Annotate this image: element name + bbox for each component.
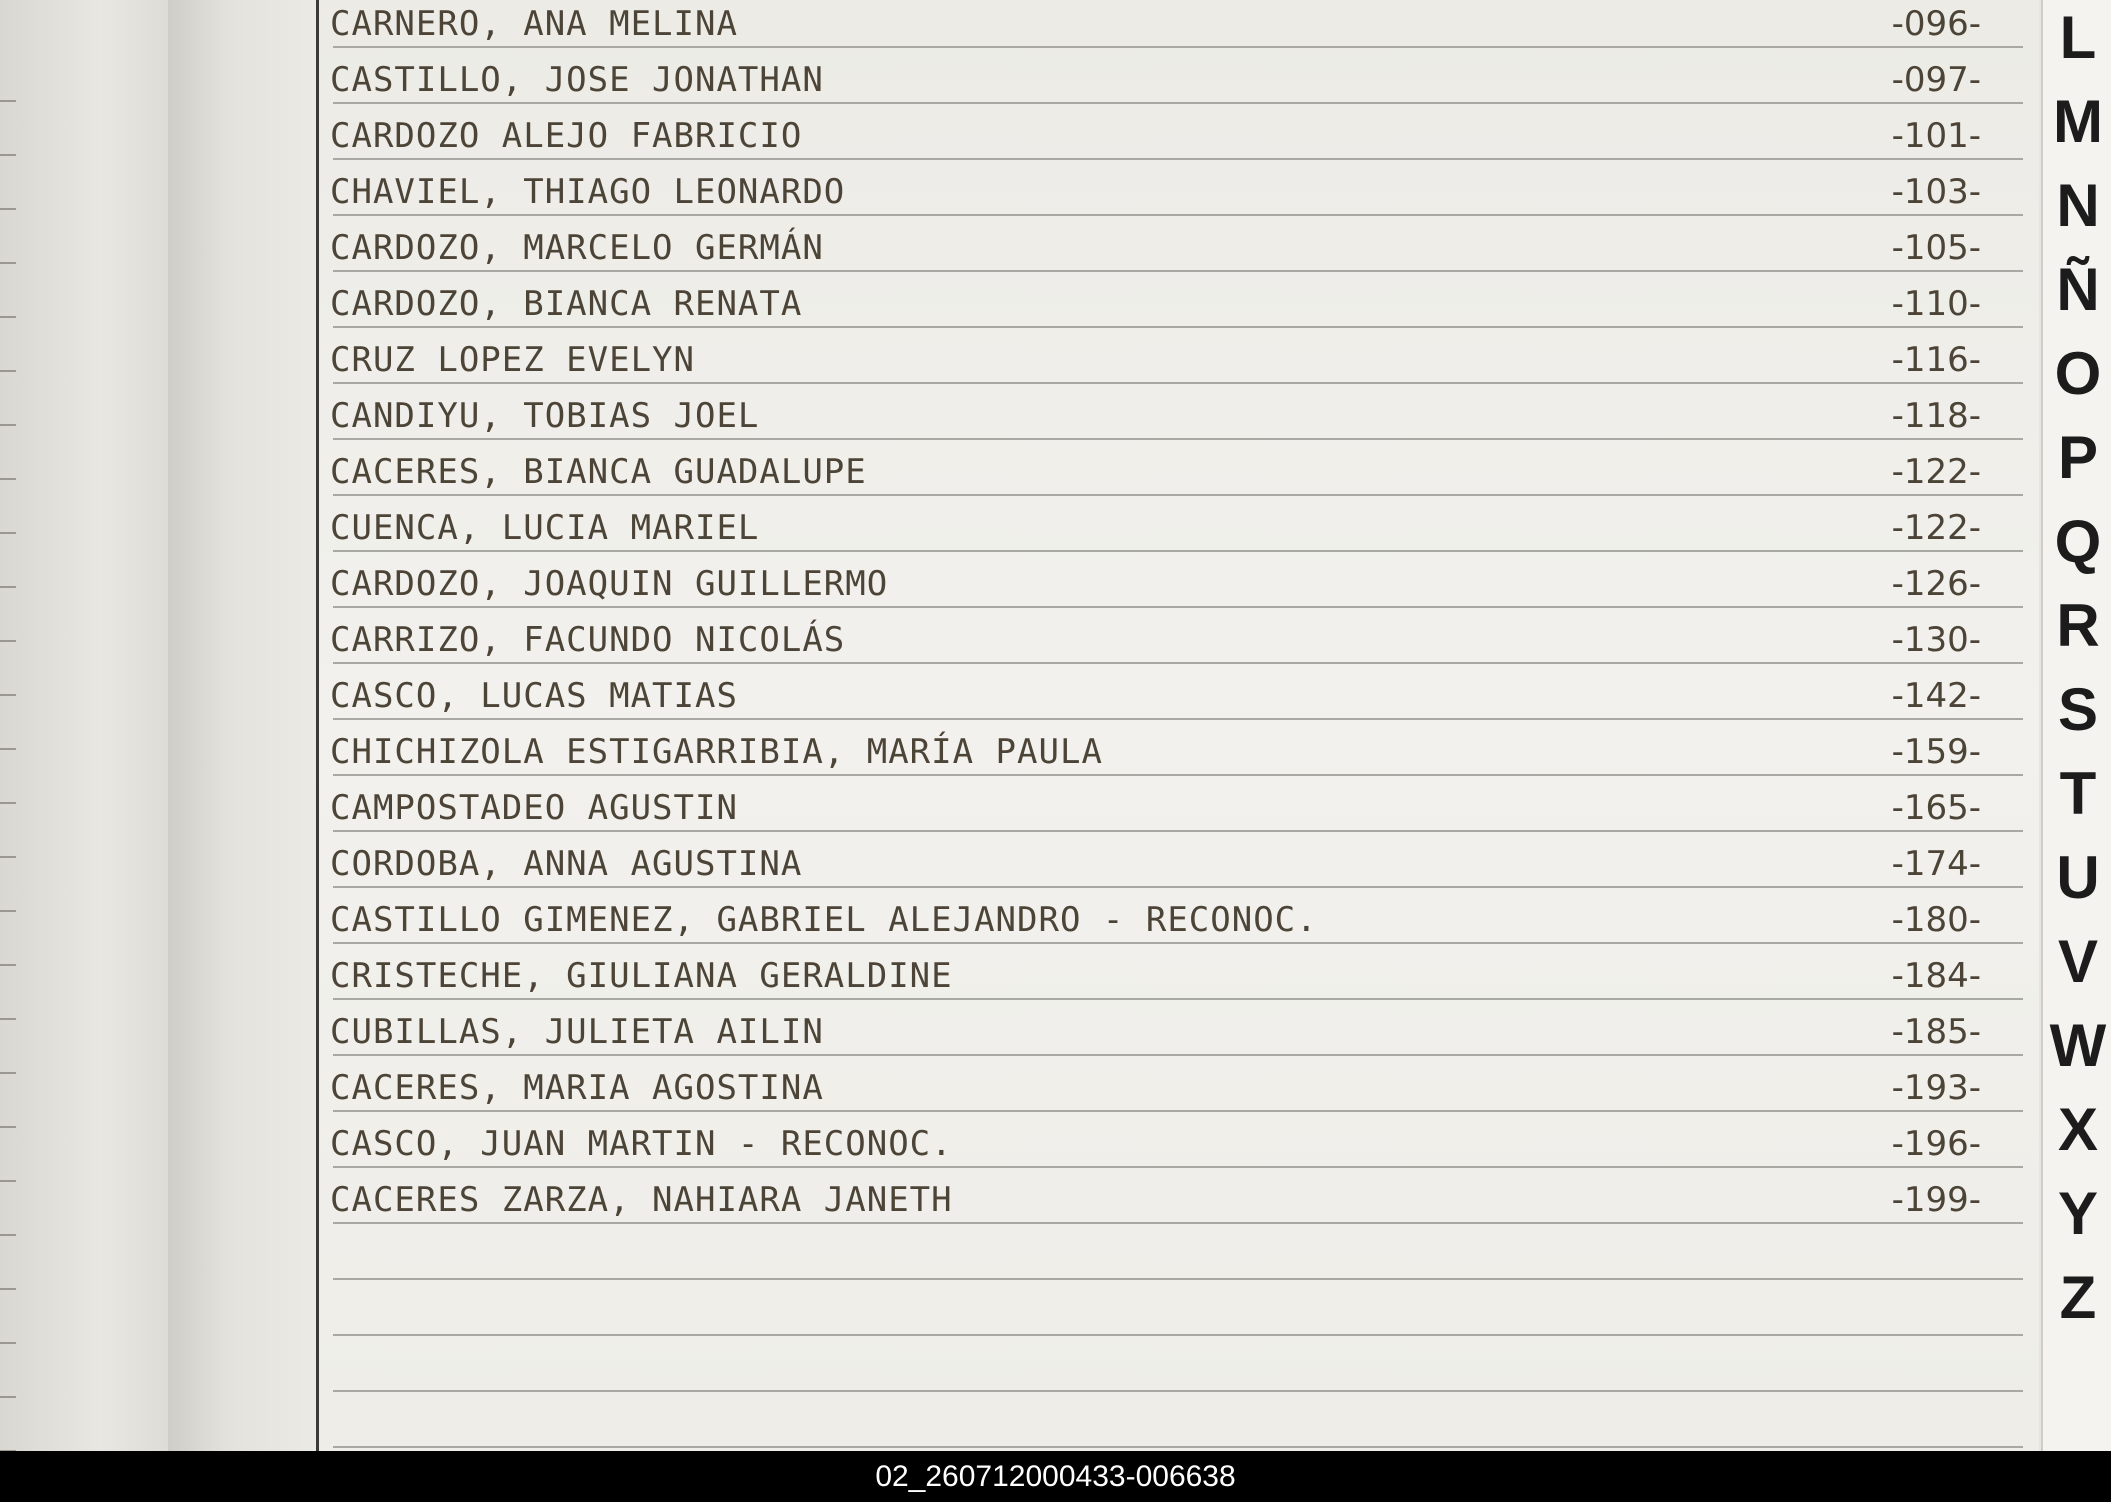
entry-number: -130- <box>1891 620 1981 660</box>
book-gutter <box>168 0 318 1451</box>
entry-number: -103- <box>1891 172 1981 212</box>
entry-number: -096- <box>1891 4 1981 44</box>
entry-name: CASTILLO GIMENEZ, GABRIEL ALEJANDRO - RECONOC. <box>330 900 1318 940</box>
entry-number: -118- <box>1891 396 1981 436</box>
entry-name: CACERES, MARIA AGOSTINA <box>330 1068 824 1108</box>
left-page-tick <box>0 370 16 372</box>
entry-name: CAMPOSTADEO AGUSTIN <box>330 788 738 828</box>
left-page-tick <box>0 1396 16 1398</box>
entry-name: CUBILLAS, JULIETA AILIN <box>330 1012 824 1052</box>
left-page-tick <box>0 1342 16 1344</box>
entry-number: -142- <box>1891 676 1981 716</box>
index-tab-letter: S <box>2057 676 2099 743</box>
ledger-page <box>319 0 2039 1451</box>
alphabet-index-tabs <box>2041 0 2111 1451</box>
ruled-line <box>333 158 2023 160</box>
index-tab-letter: Ñ <box>2056 256 2100 323</box>
left-page-tick <box>0 748 16 750</box>
ruled-line <box>333 662 2023 664</box>
ruled-line <box>333 102 2023 104</box>
entry-name: CACERES ZARZA, NAHIARA JANETH <box>330 1180 953 1220</box>
entry-number: -122- <box>1891 452 1981 492</box>
left-page-tick <box>0 208 16 210</box>
index-tab-letter: V <box>2057 928 2099 995</box>
entry-number: -097- <box>1891 60 1981 100</box>
ruled-line <box>333 1222 2023 1224</box>
ruled-line <box>333 942 2023 944</box>
left-page-tick <box>0 100 16 102</box>
left-page <box>0 0 168 1451</box>
image-caption: 02_260712000433-006638 <box>875 1460 1236 1493</box>
ruled-line <box>333 46 2023 48</box>
ruled-line <box>333 438 2023 440</box>
ruled-line <box>333 1390 2023 1392</box>
left-page-tick <box>0 1018 16 1020</box>
entry-name: CARDOZO, MARCELO GERMÁN <box>330 228 824 268</box>
ruled-line <box>333 1446 2023 1448</box>
entry-name: CRUZ LOPEZ EVELYN <box>330 340 695 380</box>
ruled-line <box>333 382 2023 384</box>
left-page-tick <box>0 802 16 804</box>
left-page-tick <box>0 1288 16 1290</box>
left-page-tick <box>0 424 16 426</box>
ruled-line <box>333 718 2023 720</box>
entry-number: -105- <box>1891 228 1981 268</box>
entry-number: -174- <box>1891 844 1981 884</box>
entry-number: -122- <box>1891 508 1981 548</box>
entry-number: -110- <box>1891 284 1981 324</box>
left-page-tick <box>0 478 16 480</box>
ruled-line <box>333 270 2023 272</box>
left-page-tick <box>0 1126 16 1128</box>
entry-number: -185- <box>1891 1012 1981 1052</box>
ruled-line <box>333 1278 2023 1280</box>
index-tab-letter: L <box>2059 4 2097 71</box>
ruled-line <box>333 1166 2023 1168</box>
entry-name: CHAVIEL, THIAGO LEONARDO <box>330 172 846 212</box>
entry-number: -159- <box>1891 732 1981 772</box>
entry-name: CARRIZO, FACUNDO NICOLÁS <box>330 620 846 660</box>
left-page-tick <box>0 694 16 696</box>
index-tab-letter: U <box>2056 844 2100 911</box>
entry-name: CASCO, LUCAS MATIAS <box>330 676 738 716</box>
left-page-tick <box>0 1234 16 1236</box>
entry-name: CHICHIZOLA ESTIGARRIBIA, MARÍA PAULA <box>330 732 1103 772</box>
ruled-line <box>333 886 2023 888</box>
index-tab-letter: W <box>2049 1012 2107 1079</box>
index-tab-letter: P <box>2057 424 2099 491</box>
entry-name: CANDIYU, TOBIAS JOEL <box>330 396 760 436</box>
entry-number: -126- <box>1891 564 1981 604</box>
entry-name: CARDOZO, BIANCA RENATA <box>330 284 803 324</box>
index-tab-letter: R <box>2056 592 2100 659</box>
index-tab-letter: X <box>2057 1096 2099 1163</box>
entry-number: -184- <box>1891 956 1981 996</box>
left-page-tick <box>0 586 16 588</box>
ruled-line <box>333 494 2023 496</box>
entry-name: CASCO, JUAN MARTIN - RECONOC. <box>330 1124 953 1164</box>
entry-name: CARNERO, ANA MELINA <box>330 4 738 44</box>
entry-number: -196- <box>1891 1124 1981 1164</box>
entry-name: CORDOBA, ANNA AGUSTINA <box>330 844 803 884</box>
ruled-line <box>333 1054 2023 1056</box>
entry-number: -193- <box>1891 1068 1981 1108</box>
ruled-line <box>333 326 2023 328</box>
footer-bar <box>0 1451 2111 1502</box>
index-tab-letter: Q <box>2054 508 2102 575</box>
entry-name: CUENCA, LUCIA MARIEL <box>330 508 760 548</box>
entry-number: -180- <box>1891 900 1981 940</box>
index-tab-letter: N <box>2056 172 2100 239</box>
entry-number: -199- <box>1891 1180 1981 1220</box>
left-page-tick <box>0 964 16 966</box>
ruled-line <box>333 550 2023 552</box>
ruled-line <box>333 1110 2023 1112</box>
left-page-tick <box>0 1180 16 1182</box>
ruled-line <box>333 774 2023 776</box>
entry-name: CARDOZO, JOAQUIN GUILLERMO <box>330 564 889 604</box>
left-page-tick <box>0 1072 16 1074</box>
entry-name: CRISTECHE, GIULIANA GERALDINE <box>330 956 953 996</box>
left-page-tick <box>0 316 16 318</box>
index-tab-letter: O <box>2054 340 2102 407</box>
ruled-line <box>333 998 2023 1000</box>
ruled-line <box>333 1334 2023 1336</box>
index-tab-letter: M <box>2053 88 2103 155</box>
entry-number: -101- <box>1891 116 1981 156</box>
left-page-tick <box>0 856 16 858</box>
left-page-tick <box>0 640 16 642</box>
entry-number: -165- <box>1891 788 1981 828</box>
entry-number: -116- <box>1891 340 1981 380</box>
index-tab-letter: T <box>2059 760 2097 827</box>
left-page-tick <box>0 532 16 534</box>
entry-name: CASTILLO, JOSE JONATHAN <box>330 60 824 100</box>
index-tab-letter: Z <box>2059 1264 2097 1331</box>
left-page-tick <box>0 262 16 264</box>
left-page-tick <box>0 154 16 156</box>
ruled-line <box>333 830 2023 832</box>
margin-line <box>316 0 319 1451</box>
ruled-line <box>333 214 2023 216</box>
left-page-tick <box>0 910 16 912</box>
entry-name: CARDOZO ALEJO FABRICIO <box>330 116 803 156</box>
index-tab-letter: Y <box>2057 1180 2099 1247</box>
ruled-line <box>333 606 2023 608</box>
entry-name: CACERES, BIANCA GUADALUPE <box>330 452 867 492</box>
